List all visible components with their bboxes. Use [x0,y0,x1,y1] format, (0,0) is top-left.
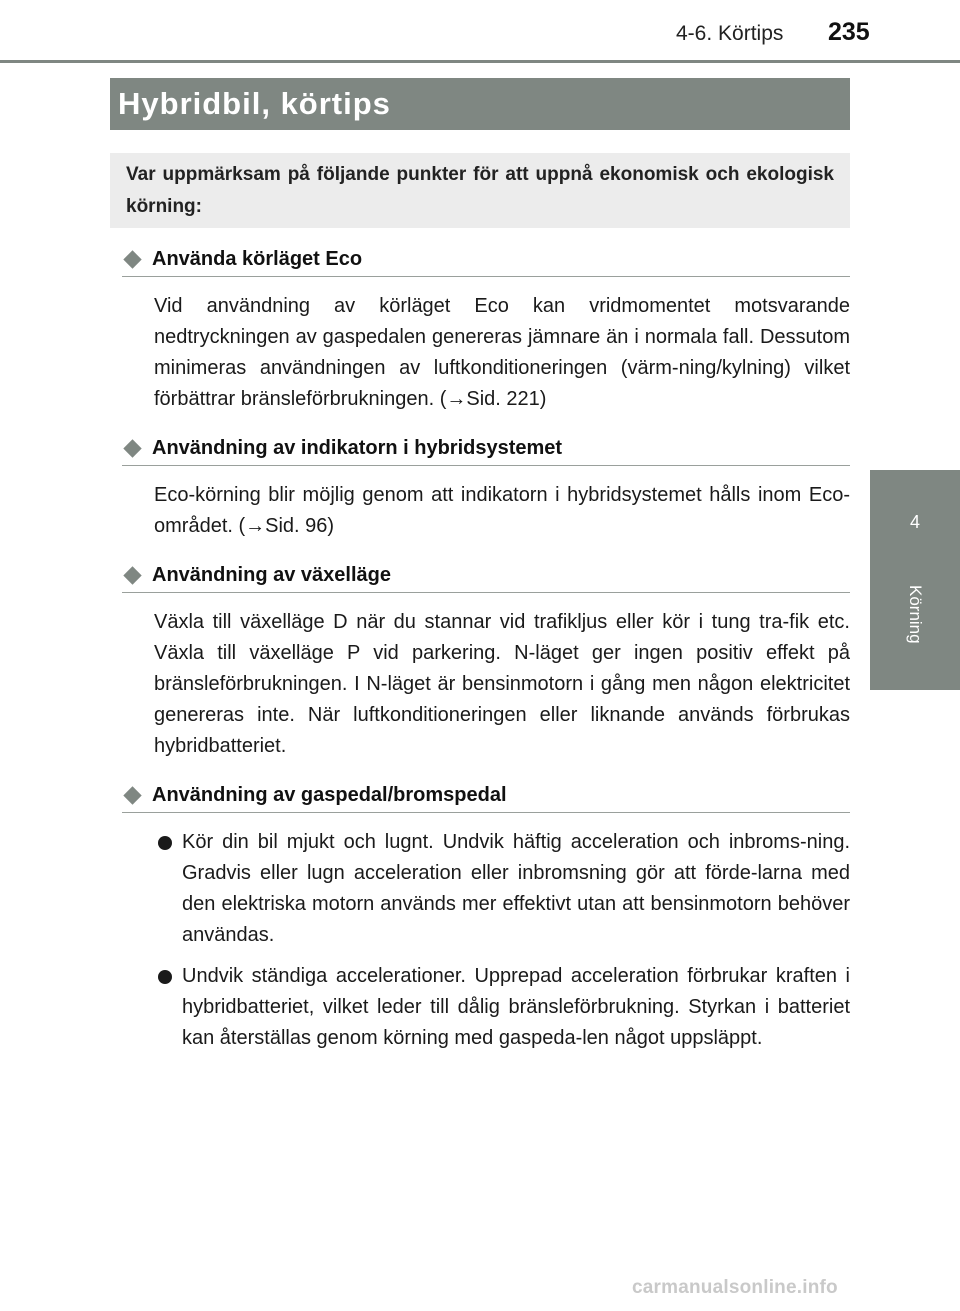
section-heading-text: Användning av indikatorn i hybridsystemet [152,437,563,459]
intro-box [110,153,850,228]
list-item-text: Kör din bil mjukt och lugnt. Undvik häftig acceleration och inbroms-ning. Gradvis eller lugn acceleration eller inbromsning gör att förde-larna med den elektriska motorn används mer effektivt utan att bensinmotorn behöver användas. [182,831,850,946]
section-body-indicator: Eco-körning blir möjlig genom att indikatorn i hybridsystemet hålls inom Eco-området. (→Sid. 96) [154,484,850,537]
section-body-gear: Växla till växelläge D när du stannar vid trafikljus eller kör i tung tra-fik etc. Växla till växelläge P vid parkering. N-läget ger ingen positiv effekt på bränsleförbrukningen. I N-läget är bensinmotorn i gång men någon elektricitet genereras inte. När luftkonditioneringen eller liknande används förbrukas hybridbatteriet. [154,611,850,757]
section-heading-indicator [122,437,850,466]
section-title-bar [110,78,850,130]
section-heading-text: Använda körläget Eco [152,248,363,270]
round-bullet-icon [158,836,172,850]
main-content [122,248,850,1064]
section-heading-text: Användning av växelläge [152,564,391,586]
diamond-bullet-icon [123,439,141,457]
section-heading-gear [122,564,850,593]
intro-text: Var uppmärksam på följande punkter för att uppnå ekonomisk och ekologisk körning: [126,164,834,217]
section-body-eco: Vid användning av körläget Eco kan vridmomentet motsvarande nedtryckningen av gaspedalen genereras jämnare än i normala fall. Dessutom minimeras användningen av luftkonditioneringen (värm-ning/kylning) vilket förbättrar bränsleförbrukningen. (→Sid. 221) [154,295,850,410]
side-tab-label: Körning [906,585,925,644]
header-divider [0,60,960,63]
list-item [154,827,850,951]
chapter-title: 4-6. Körtips [676,22,784,45]
diamond-bullet-icon [123,250,141,268]
page-title: Hybridbil, körtips [118,86,391,121]
diamond-bullet-icon [123,566,141,584]
diamond-bullet-icon [123,786,141,804]
list-item-text: Undvik ständiga accelerationer. Upprepad acceleration förbrukar kraften i hybridbatteriet, vilket leder till dålig bränsleförbrukning. Styrkan i batteriet kan återställas genom körning med gaspeda-len något uppsläppt. [182,965,850,1049]
round-bullet-icon [158,970,172,984]
list-item [154,961,850,1054]
section-heading-eco [122,248,850,277]
watermark-text: carmanualsonline.info [632,1277,838,1298]
section-heading-text: Användning av gaspedal/bromspedal [152,784,507,806]
page-number: 235 [828,18,870,46]
chapter-side-tab [870,470,960,690]
side-tab-number: 4 [909,512,920,532]
section-heading-pedal [122,784,850,813]
